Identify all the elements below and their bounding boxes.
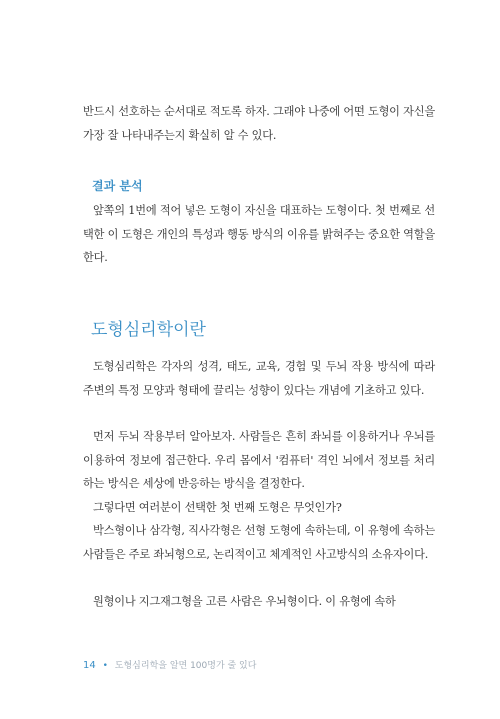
running-title: 도형심리학을 알면 100명가 줄 있다 [114, 661, 257, 671]
result-analysis-heading: 결과 분석 [92, 179, 143, 193]
page-number: 14 [83, 660, 96, 671]
body-paragraph-2: 먼저 두뇌 작용부터 알아보자. 사람들은 흔히 좌뇌를 이용하거나 우뇌를 이용하여 정보에 접근한다. 우리 몸에서 '컴퓨터' 격인 뇌에서 정보를 처리하는 방식은 세상에 반응하는 방식을 결정한다. [83, 430, 435, 490]
body-paragraph-1: 도형심리학은 각자의 성격, 태도, 교육, 경험 및 두뇌 작용 방식에 따라 주변의 특정 모양과 형태에 끌리는 성향이 있다는 개념에 기초하고 있다. [83, 360, 435, 397]
section-title: 도형심리학이란 [91, 320, 206, 340]
body-paragraph-5: 원형이나 지그재그형을 고른 사람은 우뇌형이다. 이 유형에 속하 [93, 595, 396, 608]
footer-separator: • [102, 661, 108, 671]
body-paragraph-4: 박스형이나 삼각형, 직사각형은 선형 도형에 속하는데, 이 유형에 속하는 사람들은 주로 좌뇌형으로, 논리적이고 체계적인 사고방식의 소유자이다. [83, 524, 435, 561]
intro-paragraph: 반드시 선호하는 순서대로 적도록 하자. 그래야 나중에 어떤 도형이 자신을 가장 잘 나타내주는지 확실히 알 수 있다. [83, 105, 435, 142]
body-paragraph-3: 그렇다면 여러분이 선택한 첫 번째 도형은 무엇인가? [93, 501, 342, 514]
page-footer [83, 658, 256, 671]
result-analysis-paragraph: 앞쪽의 1번에 적어 넣은 도형이 자신을 대표하는 도형이다. 첫 번째로 선택한 이 도형은 개인의 특성과 행동 방식의 이유를 밝혀주는 중요한 역할을 한다. [83, 204, 435, 264]
